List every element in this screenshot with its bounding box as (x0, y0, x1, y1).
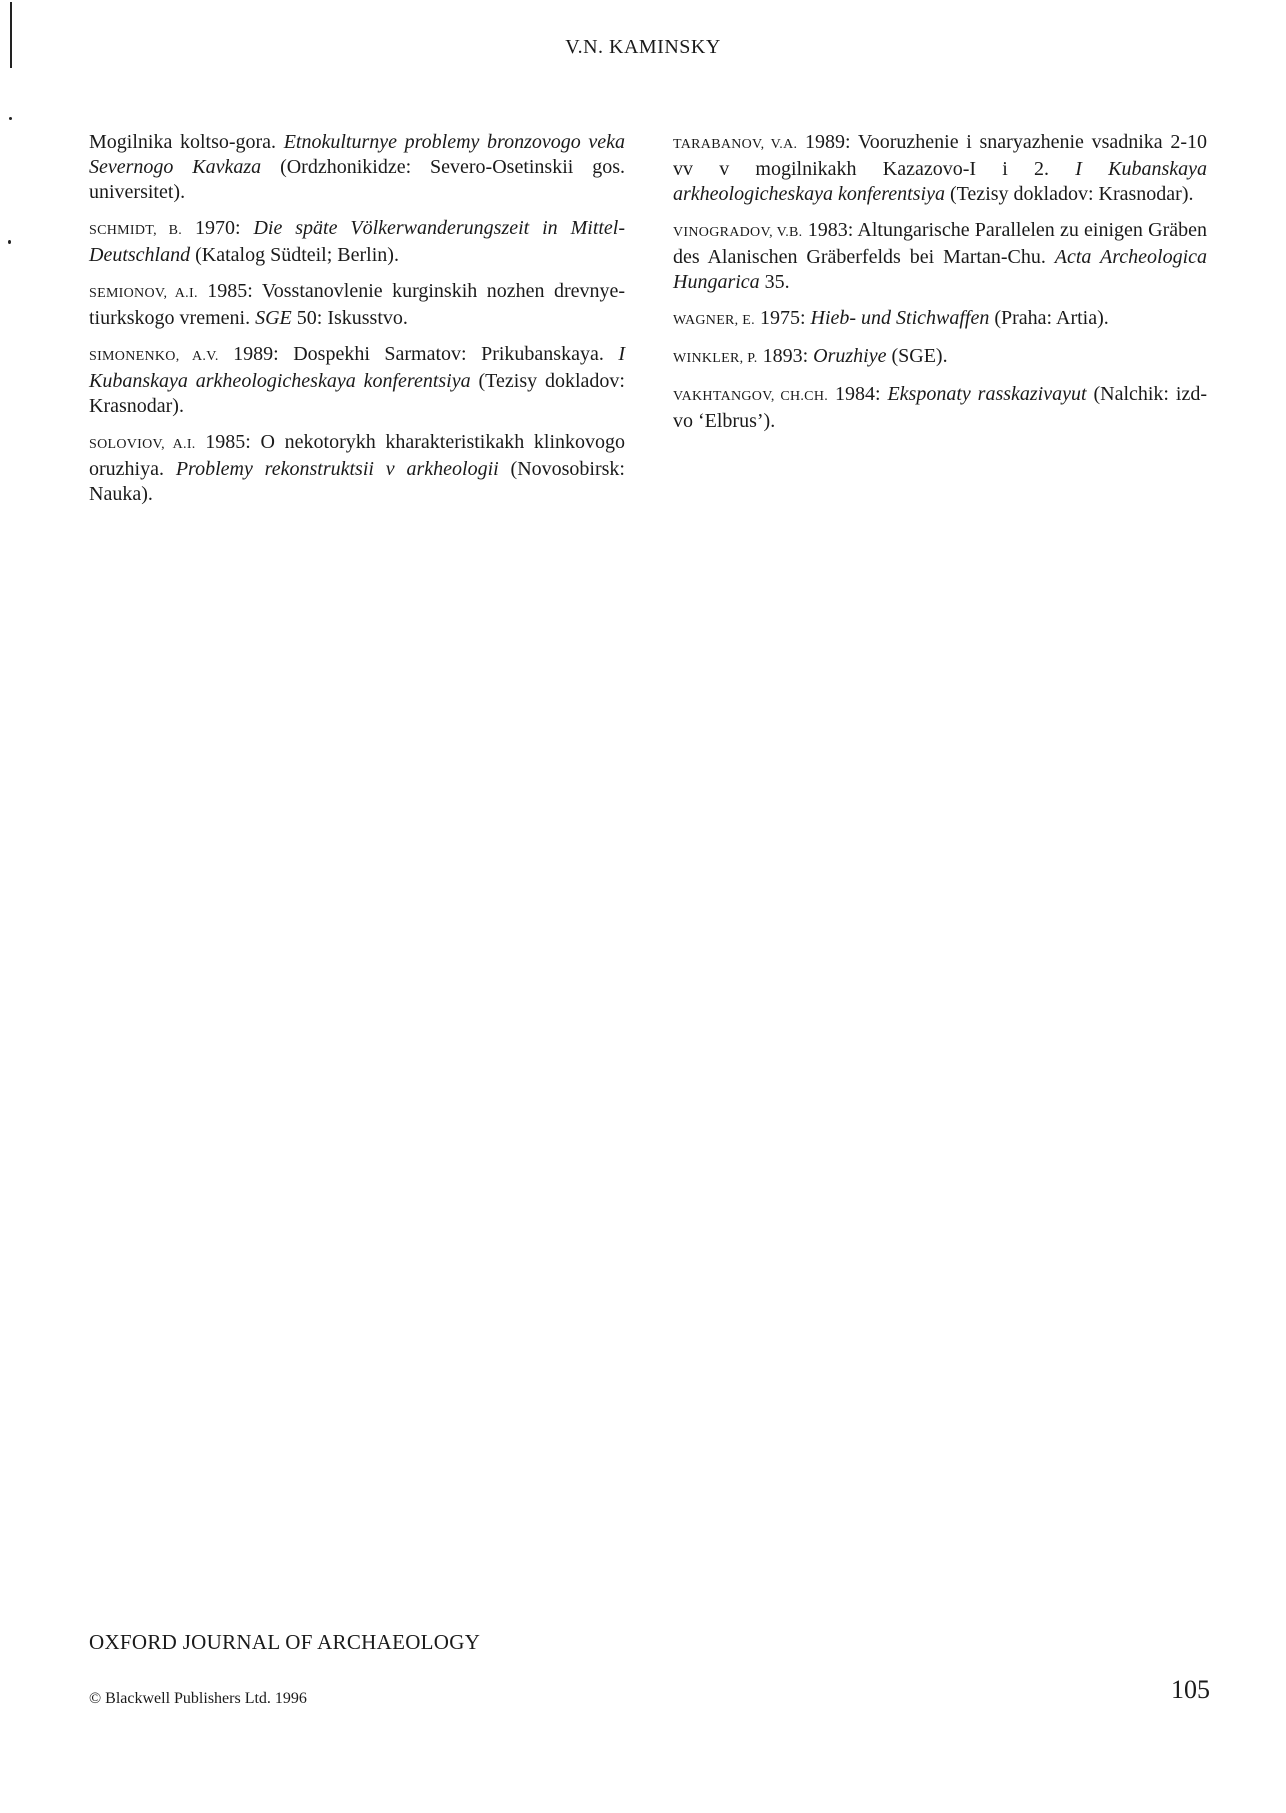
reference-entry (673, 130, 1207, 207)
reference-entry (89, 130, 625, 205)
reference-author: VAKHTANGOV, CH.CH. (673, 389, 829, 404)
reference-text: (Nalchik: izd-vo ‘Elbrus’). (673, 383, 1208, 432)
scan-dot (9, 117, 12, 120)
reference-title-italic: I Kubanskaya arkheologicheskaya konferentsiya (89, 343, 626, 392)
reference-text: (Ordzhonikidze: Severo-Osetinskii gos. universitet). (89, 156, 625, 203)
copyright-notice: © Blackwell Publishers Ltd. 1996 (89, 1690, 307, 1707)
reference-text: (Tezisy dokladov: Krasnodar). (89, 370, 625, 417)
reference-author: SIMONENKO, A.V. (89, 349, 219, 364)
reference-title-italic: Problemy rekonstruktsii v arkheologii (175, 458, 499, 480)
reference-title-italic: Etnokulturnye problemy bronzovogo veka Severnogo Kavkaza (89, 131, 625, 178)
reference-text: Dospekhi Sarmatov: Prikubanskaya. (293, 343, 619, 365)
reference-entry (673, 344, 1207, 371)
reference-entry (89, 279, 625, 331)
reference-entry (89, 430, 625, 507)
reference-text: 35. (759, 271, 790, 293)
reference-title-italic: Oruzhiye (813, 345, 887, 367)
reference-author: WAGNER, E. (673, 313, 755, 328)
reference-text: 50: Iskusstvo. (291, 307, 408, 329)
reference-text: (SGE). (886, 345, 948, 367)
reference-author: SOLOVIOV, A.I. (89, 437, 196, 452)
reference-title-italic: Die späte Völkerwanderungszeit in Mittel-Deutschland (89, 217, 626, 266)
reference-column-left (89, 130, 625, 518)
reference-text: (Praha: Artia). (989, 307, 1109, 329)
reference-title-italic: Acta Archeologica Hungarica (673, 246, 1208, 293)
reference-title-italic: I Kubanskaya arkheologicheskaya konferentsiya (673, 158, 1207, 205)
reference-entry (89, 216, 625, 268)
reference-year: 1983: (807, 219, 854, 241)
reference-text: Vosstanovlenie kurginskih nozhen drevnye-tiurkskogo vremeni. (89, 280, 626, 329)
reference-author: SEMIONOV, A.I. (89, 286, 198, 301)
reference-entry (673, 382, 1207, 434)
reference-text: Mogilnika koltso-gora. (89, 131, 284, 153)
reference-text: Vooruzhenie i snaryazhenie vsadnika 2-10 vv v mogilnikakh Kazazovo-I i 2. (673, 131, 1208, 180)
reference-author: VINOGRADOV, V.B. (673, 225, 803, 240)
reference-title-italic: Eksponaty rasskazivayut (887, 383, 1087, 405)
reference-text: Altungarische Parallelen zu einigen Gräben des Alanischen Gräberfelds bei Martan-Chu. (673, 219, 1207, 268)
scan-dot (8, 240, 11, 244)
reference-year: 1985: (205, 431, 251, 453)
reference-column-right (673, 130, 1207, 445)
reference-year: 1893: (762, 345, 809, 367)
page-number: 105 (1171, 1675, 1210, 1704)
reference-text: (Tezisy dokladov: Krasnodar). (944, 183, 1194, 205)
reference-text: (Katalog Südteil; Berlin). (190, 244, 399, 266)
reference-text: (Novosobirsk: Nauka). (89, 458, 625, 505)
reference-year: 1989: (233, 343, 279, 365)
reference-entry (673, 218, 1207, 295)
running-header: V.N. KAMINSKY (565, 36, 721, 58)
journal-title: OXFORD JOURNAL OF ARCHAEOLOGY (89, 1630, 481, 1654)
reference-year: 1975: (759, 307, 806, 329)
reference-entry (89, 342, 625, 419)
reference-author: TARABANOV, V.A. (673, 137, 798, 152)
reference-year: 1984: (834, 383, 881, 405)
reference-entry (673, 306, 1207, 333)
reference-text: O nekotorykh kharakteristikakh klinkovogo oruzhiya. (89, 431, 626, 480)
reference-title-italic: SGE (255, 307, 292, 329)
reference-year: 1985: (207, 280, 253, 302)
reference-author: SCHMIDT, B. (89, 223, 183, 238)
reference-title-italic: Hieb- und Stichwaffen (810, 307, 990, 329)
reference-year: 1970: (194, 217, 241, 239)
reference-year: 1989: (805, 131, 851, 153)
reference-author: WINKLER, P. (673, 351, 758, 366)
